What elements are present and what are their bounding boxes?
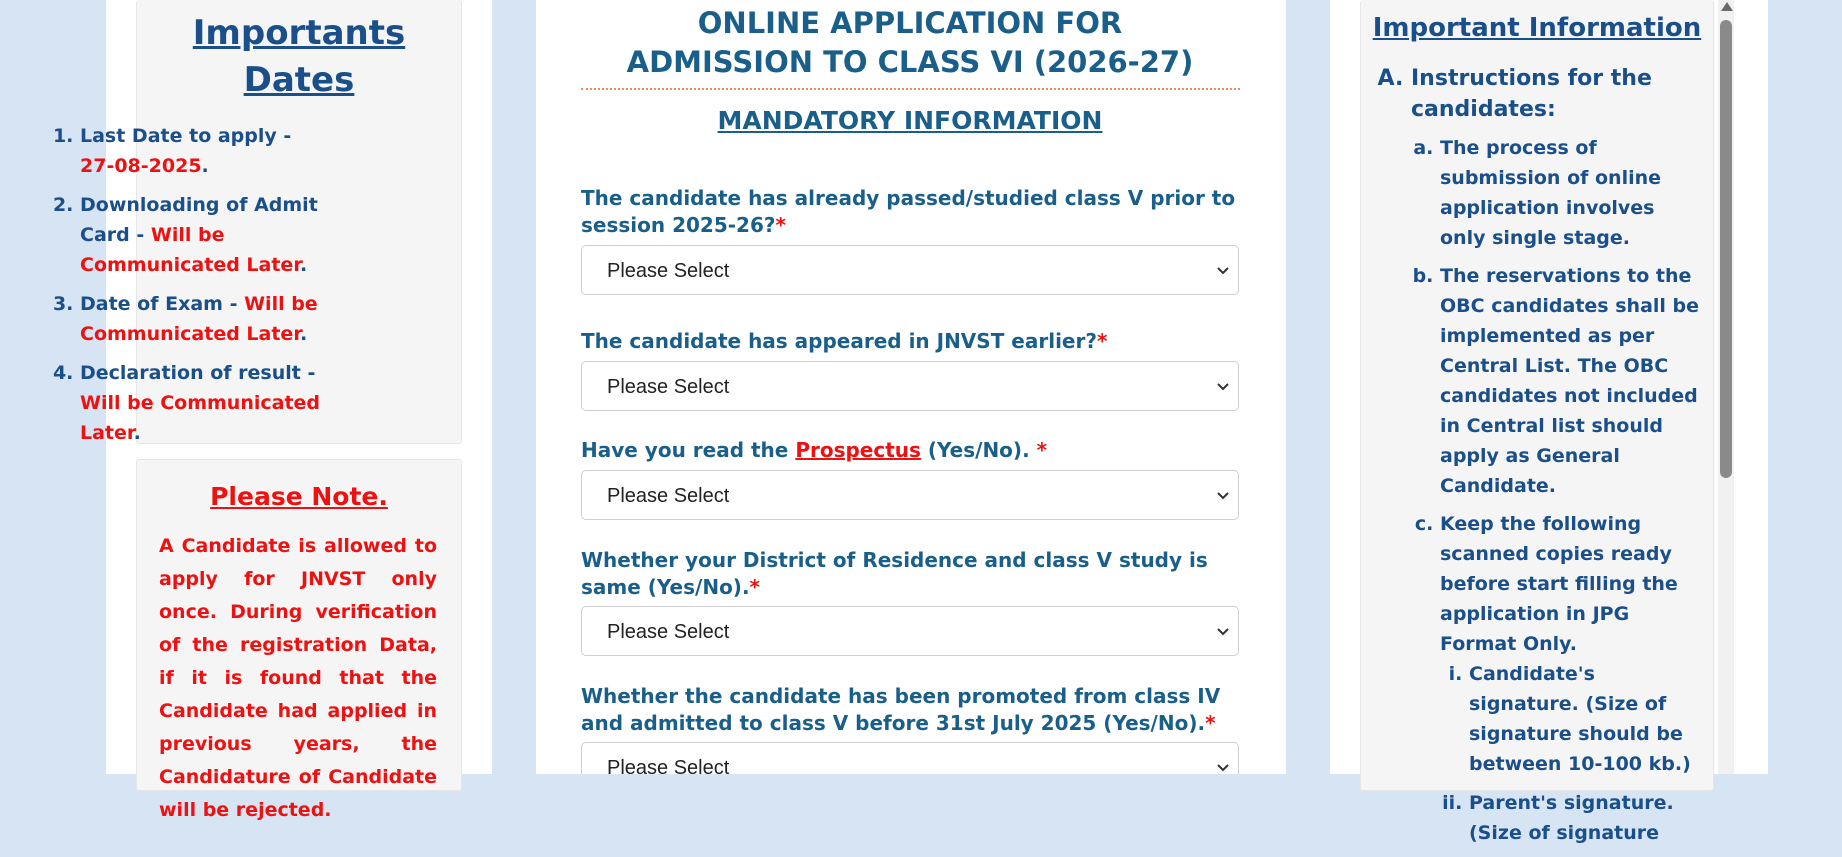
required-asterisk: * xyxy=(1205,711,1216,735)
instruction-item: b. The reservations to the OBC candidates shall be implemented as per Central List. The OBC candidates not included in Central list should apply as General Candidate. xyxy=(1440,261,1702,501)
date-item-label: Declaration of result - xyxy=(80,362,316,384)
date-item-suffix: . xyxy=(201,155,209,177)
select-value: Please Select xyxy=(607,260,730,282)
date-item-label: Downloading of Admit Card - xyxy=(80,194,318,246)
question-label-passed-class-v xyxy=(581,185,1241,239)
scanned-copies-list xyxy=(1440,659,1702,848)
select-value: Please Select xyxy=(607,757,730,779)
date-item xyxy=(80,289,330,349)
required-asterisk: * xyxy=(775,213,786,237)
important-dates-list xyxy=(52,121,330,457)
question-label-district-same xyxy=(581,547,1241,601)
important-information-body xyxy=(1380,63,1702,857)
instruction-item-text: Keep the following scanned copies ready before start filling the application in JPG Format Only. xyxy=(1440,513,1678,655)
important-information-heading: Important Information xyxy=(1372,13,1702,43)
question-text: Whether your District of Residence and class V study is same (Yes/No). xyxy=(581,548,1208,599)
instruction-item: a. The process of submission of online application involves only single stage. xyxy=(1440,133,1702,253)
question-label-appeared-jnvst xyxy=(581,328,1241,355)
scanned-copy-item: i. Candidate's signature. (Size of signature should be between 10-100 kb.) xyxy=(1469,659,1702,779)
date-item-value: 27-08-2025 xyxy=(80,155,202,177)
select-promoted-class-iv[interactable] xyxy=(581,742,1239,779)
question-text: (Yes/No). xyxy=(920,438,1037,462)
date-item-suffix: . xyxy=(299,323,308,345)
important-dates-heading: Importants Dates xyxy=(192,13,406,100)
select-value: Please Select xyxy=(607,621,730,643)
question-text: The candidate has appeared in JNVST earlier? xyxy=(581,329,1097,353)
page-title-line-1: ONLINE APPLICATION FOR xyxy=(697,6,1123,40)
instructions-list xyxy=(1380,63,1702,848)
date-item-label: Last Date to apply - xyxy=(80,125,292,147)
mandatory-information-heading: MANDATORY INFORMATION xyxy=(717,106,1103,135)
select-value: Please Select xyxy=(607,485,730,507)
scrollbar-thumb[interactable] xyxy=(1720,20,1732,478)
instruction-section-a xyxy=(1411,63,1702,848)
date-item-suffix: . xyxy=(299,254,308,276)
chevron-down-icon xyxy=(1214,487,1232,505)
select-appeared-jnvst[interactable] xyxy=(581,361,1239,411)
question-text: Whether the candidate has been promoted from class IV and admitted to class V before 31st July 2025 (Yes/No). xyxy=(581,684,1221,735)
instruction-section-title: Instructions for the candidates: xyxy=(1411,66,1652,122)
prospectus-link[interactable]: Prospectus xyxy=(795,438,921,462)
select-passed-class-v[interactable] xyxy=(581,245,1239,295)
select-read-prospectus[interactable] xyxy=(581,470,1239,520)
scroll-up-arrow-icon[interactable] xyxy=(1721,2,1733,11)
please-note-heading: Please Note. xyxy=(210,482,388,511)
date-item-value: Will be Communicated Later xyxy=(80,224,300,276)
question-text: Have you read the xyxy=(581,438,796,462)
instruction-items xyxy=(1411,133,1702,848)
page-title xyxy=(580,4,1240,82)
required-asterisk: * xyxy=(749,575,761,599)
select-value: Please Select xyxy=(607,376,730,398)
question-text: The candidate has already passed/studied class V prior to session 2025-26? xyxy=(581,186,1236,237)
chevron-down-icon xyxy=(1214,759,1232,777)
date-item-suffix: . xyxy=(133,422,141,444)
chevron-down-icon xyxy=(1214,378,1232,396)
required-asterisk: * xyxy=(1036,438,1048,462)
date-item xyxy=(80,121,330,181)
date-item xyxy=(80,358,330,448)
scanned-copy-item: ii. Parent's signature. (Size of signature xyxy=(1469,788,1702,848)
chevron-down-icon xyxy=(1214,262,1232,280)
question-label-promoted-class-iv xyxy=(581,683,1241,737)
instruction-item xyxy=(1440,509,1702,848)
date-item xyxy=(80,190,330,280)
page-title-line-2: ADMISSION TO CLASS VI (2026-27) xyxy=(626,45,1194,79)
required-asterisk: * xyxy=(1096,329,1108,353)
question-label-read-prospectus xyxy=(581,437,1241,464)
date-item-value: Will be Communicated Later xyxy=(80,293,318,345)
info-scrollbar[interactable] xyxy=(1718,0,1734,774)
chevron-down-icon xyxy=(1214,623,1232,641)
date-item-value: Will be Communicated Later xyxy=(80,392,321,444)
date-item-label: Date of Exam - xyxy=(80,293,245,315)
please-note-text: A Candidate is allowed to apply for JNVST only once. During verification of the registration Data, if it is found that the Candidate had applied in previous years, the Candidature of Candidate will be rejected. xyxy=(159,535,437,821)
title-divider xyxy=(581,88,1240,90)
select-district-same[interactable] xyxy=(581,606,1239,656)
